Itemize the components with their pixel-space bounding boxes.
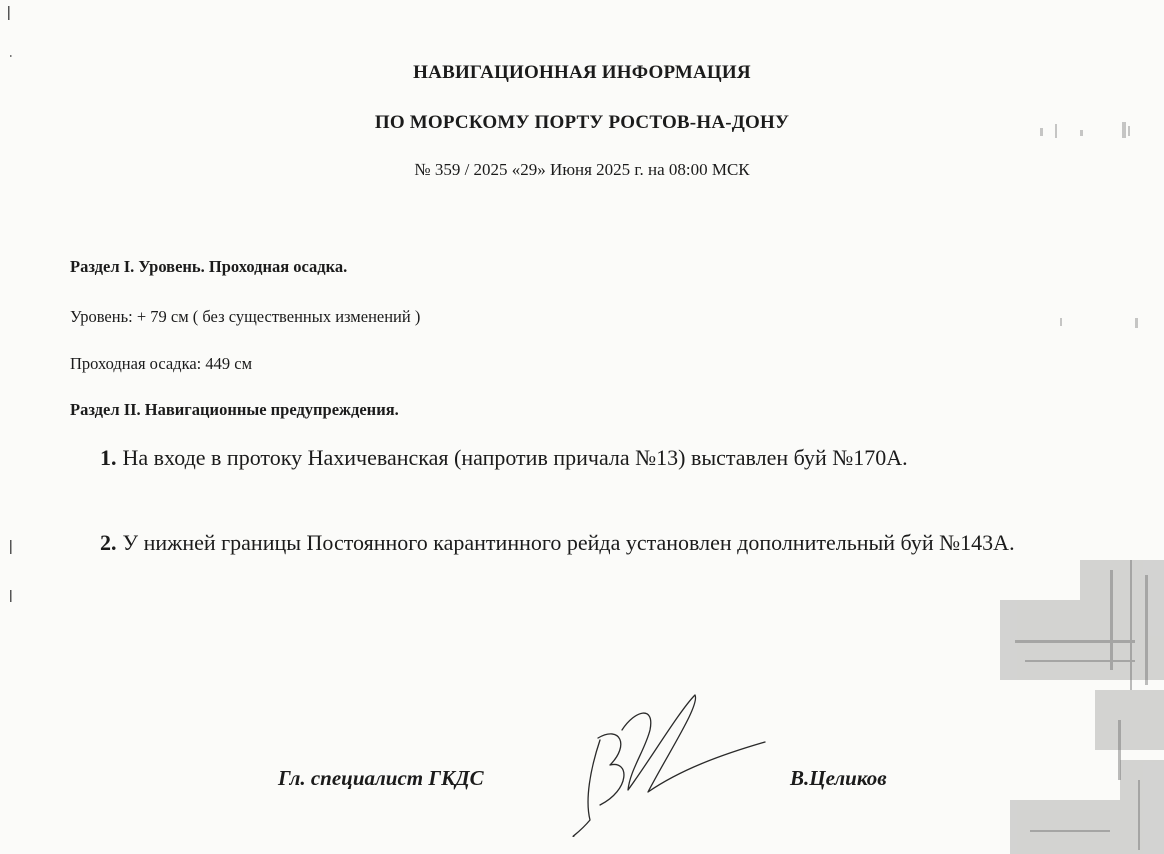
- warning-number: 2.: [100, 530, 117, 555]
- navigation-warning-2: [100, 529, 1110, 557]
- document-title-line-2: ПО МОРСКОМУ ПОРТУ РОСТОВ-НА-ДОНУ: [374, 112, 790, 133]
- water-level: Уровень: + 79 см ( без существенных изменений ): [70, 307, 421, 326]
- issue-number-date: № 359 / 2025 «29» Июня 2025 г. на 08:00 МСК: [414, 160, 750, 179]
- signer-position: Гл. специалист ГКДС: [278, 766, 484, 790]
- passing-draft: Проходная осадка: 449 см: [70, 354, 253, 373]
- warning-text: На входе в протоку Нахичеванская (напротив причала №13) выставлен буй №170А.: [122, 445, 908, 470]
- section-1-heading: Раздел I. Уровень. Проходная осадка.: [70, 257, 348, 276]
- document-title-line-1: НАВИГАЦИОННАЯ ИНФОРМАЦИЯ: [413, 62, 751, 83]
- handwritten-signature: [560, 690, 770, 840]
- navigation-warning-1: [100, 444, 1110, 472]
- section-2-heading: Раздел II. Навигационные предупреждения.: [70, 400, 399, 419]
- signer-name: В.Целиков: [790, 766, 887, 790]
- warning-text: У нижней границы Постоянного карантинного рейда установлен дополнительный буй №143А.: [122, 530, 1015, 555]
- warning-number: 1.: [100, 445, 117, 470]
